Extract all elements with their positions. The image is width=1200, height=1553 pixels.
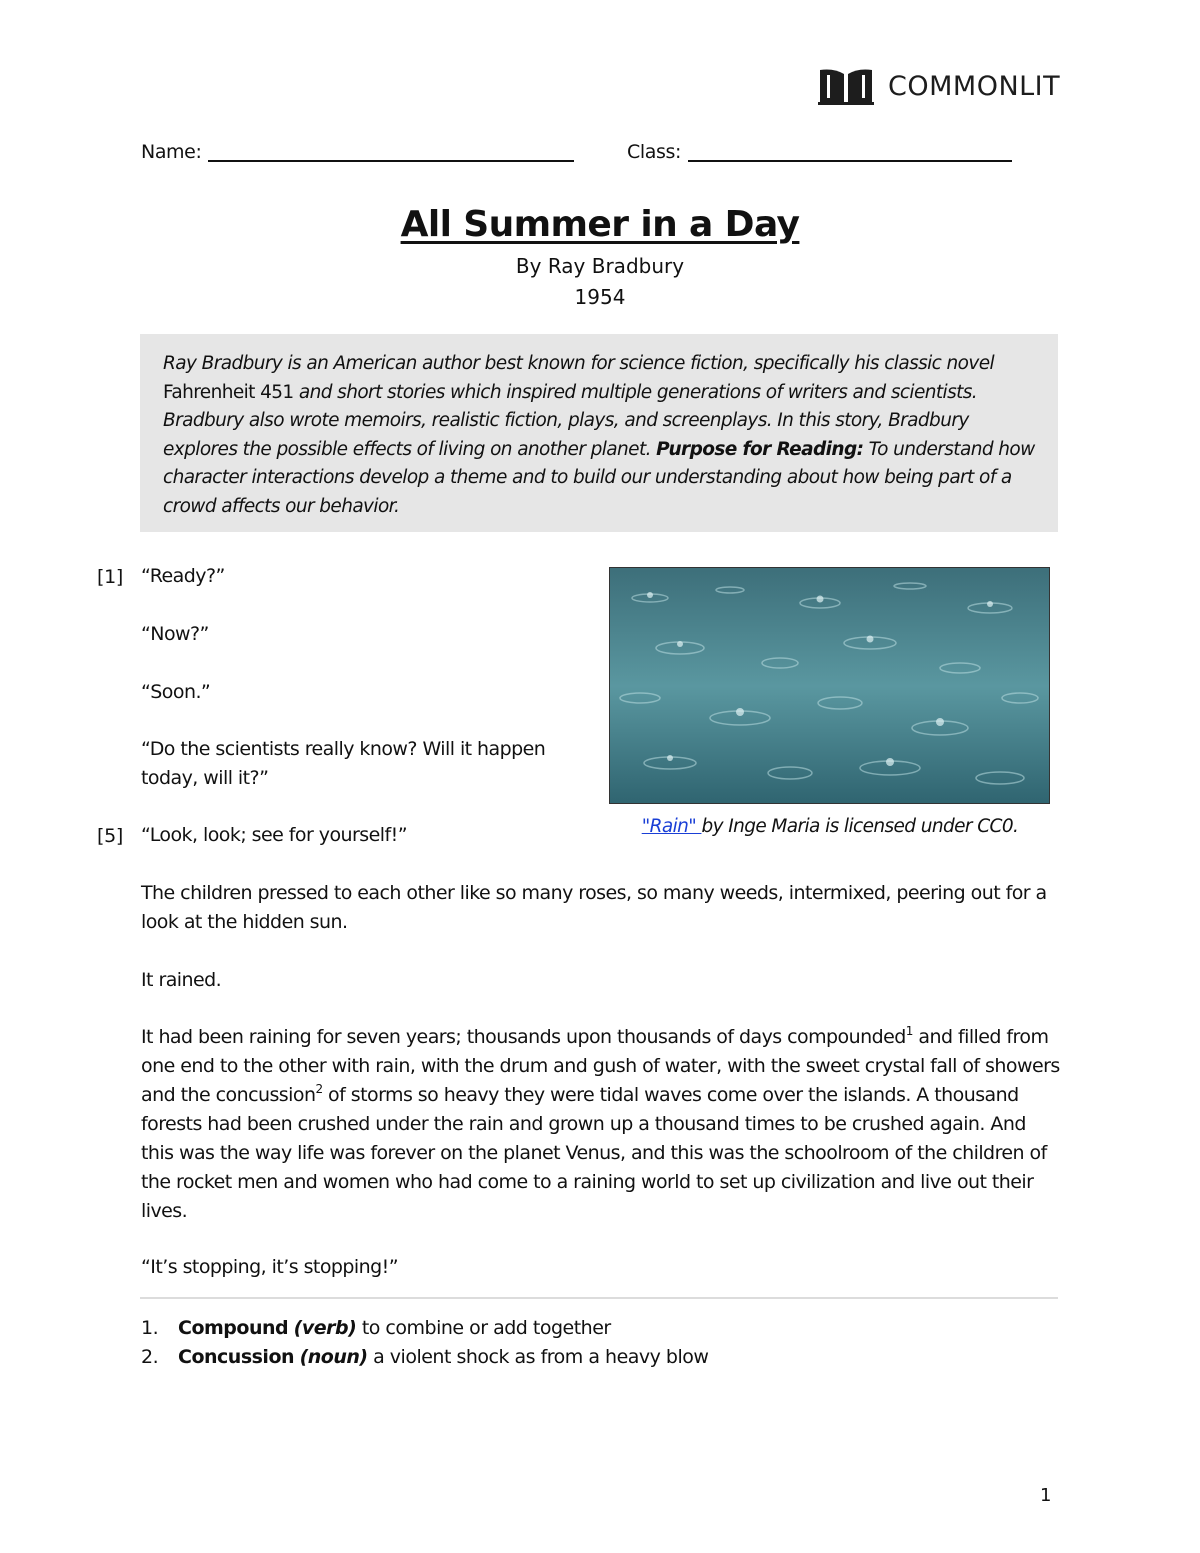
class-label: Class: <box>627 141 681 163</box>
intro-text-2: and short stories which inspired multiple generations of writers and scientists. Bradbury also wrote memoirs, realistic fiction, plays, and screenplays. In this story, Bradbury explores the possible effects of living on another planet. <box>163 381 978 460</box>
rain-photo <box>609 567 1050 804</box>
purpose-label: Purpose for Reading: <box>656 438 864 460</box>
footnote: 1. Compound (verb) to combine or add together <box>141 1317 611 1339</box>
footnote-definition: to combine or add together <box>361 1317 611 1339</box>
footnote-ref-1[interactable]: 1 <box>905 1024 913 1038</box>
story-paragraph: “Now?” <box>141 623 209 645</box>
story-paragraph: The children pressed to each other like so many roses, so many weeds, intermixed, peering out for a look at the hidden sun. <box>141 882 1047 933</box>
story-paragraph: “Do the scientists really know? Will it happen today, will it?” <box>141 738 546 789</box>
author: By Ray Bradbury <box>515 254 685 278</box>
footnote-term: Concussion <box>178 1346 295 1368</box>
caption-license: by Inge Maria is licensed under CC0. <box>701 816 1019 837</box>
footnote-definition: a violent shock as from a heavy blow <box>373 1346 709 1368</box>
story-paragraph: “It’s stopping, it’s stopping!” <box>141 1256 399 1278</box>
brand-name: COMMONLIT <box>888 70 1061 102</box>
intro-text: Ray Bradbury is an American author best known for science fiction, specifically his classic novel <box>163 353 995 374</box>
footnote-pos: (verb) <box>293 1317 357 1339</box>
paragraph-number-1: [1] <box>97 566 124 588</box>
paragraph-number-5: [5] <box>97 825 124 847</box>
footnote-term: Compound <box>178 1317 289 1339</box>
story-paragraph: “Ready?” <box>141 565 225 587</box>
footnote: 2. Concussion (noun) a violent shock as from a heavy blow <box>141 1346 709 1368</box>
page-number: 1 <box>1040 1485 1052 1506</box>
story-paragraph: “Soon.” <box>141 681 211 703</box>
name-label: Name: <box>141 141 202 163</box>
publication-year: 1954 <box>574 285 626 309</box>
intro-box <box>140 334 1058 532</box>
page-title: All Summer in a Day <box>400 204 800 245</box>
image-caption <box>560 816 1100 837</box>
class-field[interactable] <box>688 160 1012 162</box>
footnote-pos: (noun) <box>299 1346 368 1368</box>
open-book-icon <box>818 66 874 106</box>
footnote-divider <box>140 1297 1058 1299</box>
story-paragraph: “Look, look; see for yourself!” <box>141 824 407 846</box>
book-title: Fahrenheit 451 <box>163 381 294 403</box>
footnote-ref-2[interactable]: 2 <box>315 1082 323 1096</box>
commonlit-logo <box>818 66 1060 106</box>
story-paragraph: It had been raining for seven years; thousands upon thousands of days compounded$^1$ and filled from one end to the other with rain, with the drum and gush of water, with the sweet crystal fall of showers and the concussion$^2$ of storms so heavy they were tidal waves come over the islands. A thousand forests had been crushed under the rain and grown up a thousand times to be crushed again. And this was the way life was forever on the planet Venus, and this was the schoolroom of the children of the rocket men and women who had come to a raining world to set up civilization and live out their lives. <box>141 1024 1060 1222</box>
name-field[interactable] <box>208 160 574 162</box>
story-paragraph: It rained. <box>141 969 222 991</box>
image-source-link[interactable]: "Rain" <box>641 816 702 837</box>
purpose-text: To understand how character interactions develop a theme and to build our understanding about how being part of a crowd affects our behavior. <box>163 438 1035 517</box>
